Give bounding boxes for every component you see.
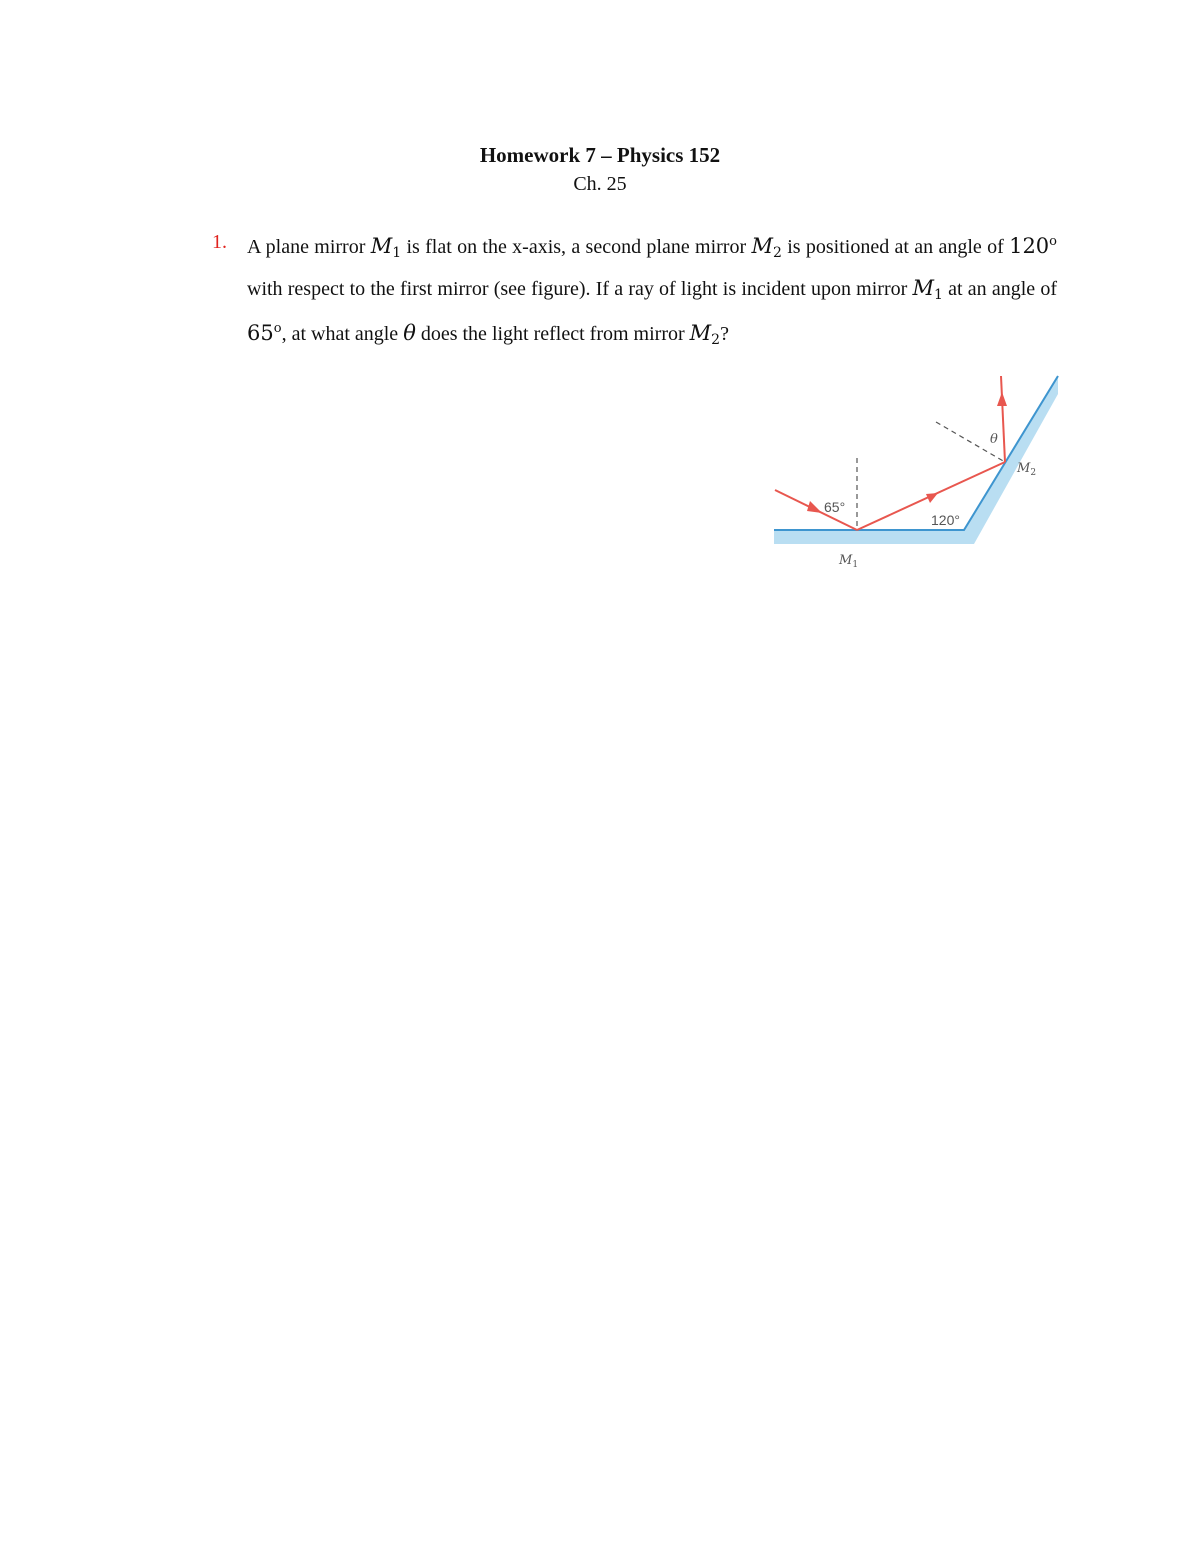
- symbol-base: M: [370, 234, 393, 258]
- mirror-diagram-svg: [770, 372, 1070, 577]
- mirror-m2-symbol: [689, 321, 721, 348]
- angle-65-label: 65°: [824, 499, 846, 515]
- page-header: [0, 140, 1200, 198]
- problem-text-seg: is flat on the x-axis, a second plane mirror: [401, 236, 752, 258]
- symbol-base: M: [912, 275, 934, 300]
- incident-ray-arrow: [807, 501, 822, 513]
- symbol-subscript: 2: [711, 332, 721, 348]
- angle-120-label: 120°: [931, 512, 960, 528]
- m2-label-base: M: [1017, 461, 1031, 476]
- symbol-base: M: [689, 321, 712, 345]
- chapter-subtitle: Ch. 25: [573, 173, 627, 195]
- angle-120-value: [1009, 234, 1057, 258]
- mirror-m1-symbol: [370, 234, 402, 261]
- symbol-subscript: 1: [933, 286, 943, 303]
- degree-mark: o: [1049, 234, 1057, 249]
- reflected-ray-2-arrow: [997, 392, 1007, 406]
- theta-symbol: θ: [403, 321, 416, 345]
- mirror-m1-symbol: [912, 275, 943, 303]
- theta-label: θ: [990, 432, 998, 447]
- symbol-base: M: [751, 234, 773, 258]
- page-title: Homework 7 – Physics 152: [479, 143, 721, 167]
- m2-label: [1016, 461, 1036, 478]
- m1-label: [838, 553, 858, 570]
- reflected-ray-2: [1001, 376, 1005, 462]
- problem-text-seg: is positioned at an angle of: [781, 236, 1010, 258]
- problem-text-seg: A plane mirror: [247, 236, 371, 258]
- mirror-body: [774, 376, 1058, 544]
- problem-text-seg: with respect to the first mirror (see figure). If a ray of light is incident upon mirror: [247, 277, 913, 300]
- mirror-m2-symbol: [751, 234, 782, 261]
- problem-text-seg: does the light reflect from mirror: [415, 323, 690, 345]
- angle-number: 120: [1009, 234, 1050, 258]
- reflected-ray-1-arrow: [926, 493, 938, 503]
- angle-65-value: [247, 321, 282, 345]
- problem-number: 1.: [212, 231, 227, 253]
- degree-mark: o: [273, 321, 282, 336]
- problem-text-seg: ?: [720, 323, 729, 345]
- mirror-diagram: [770, 372, 1070, 577]
- m2-label-sub: 2: [1030, 468, 1037, 478]
- symbol-subscript: 2: [772, 245, 782, 261]
- problem-text-seg: at an angle of: [942, 277, 1057, 300]
- m1-label-sub: 1: [852, 560, 859, 570]
- symbol-subscript: 1: [392, 245, 402, 261]
- angle-number: 65: [247, 321, 274, 345]
- problem-text-seg: , at what angle: [281, 323, 404, 345]
- m1-label-base: M: [839, 553, 853, 568]
- problem-text: [247, 225, 1057, 358]
